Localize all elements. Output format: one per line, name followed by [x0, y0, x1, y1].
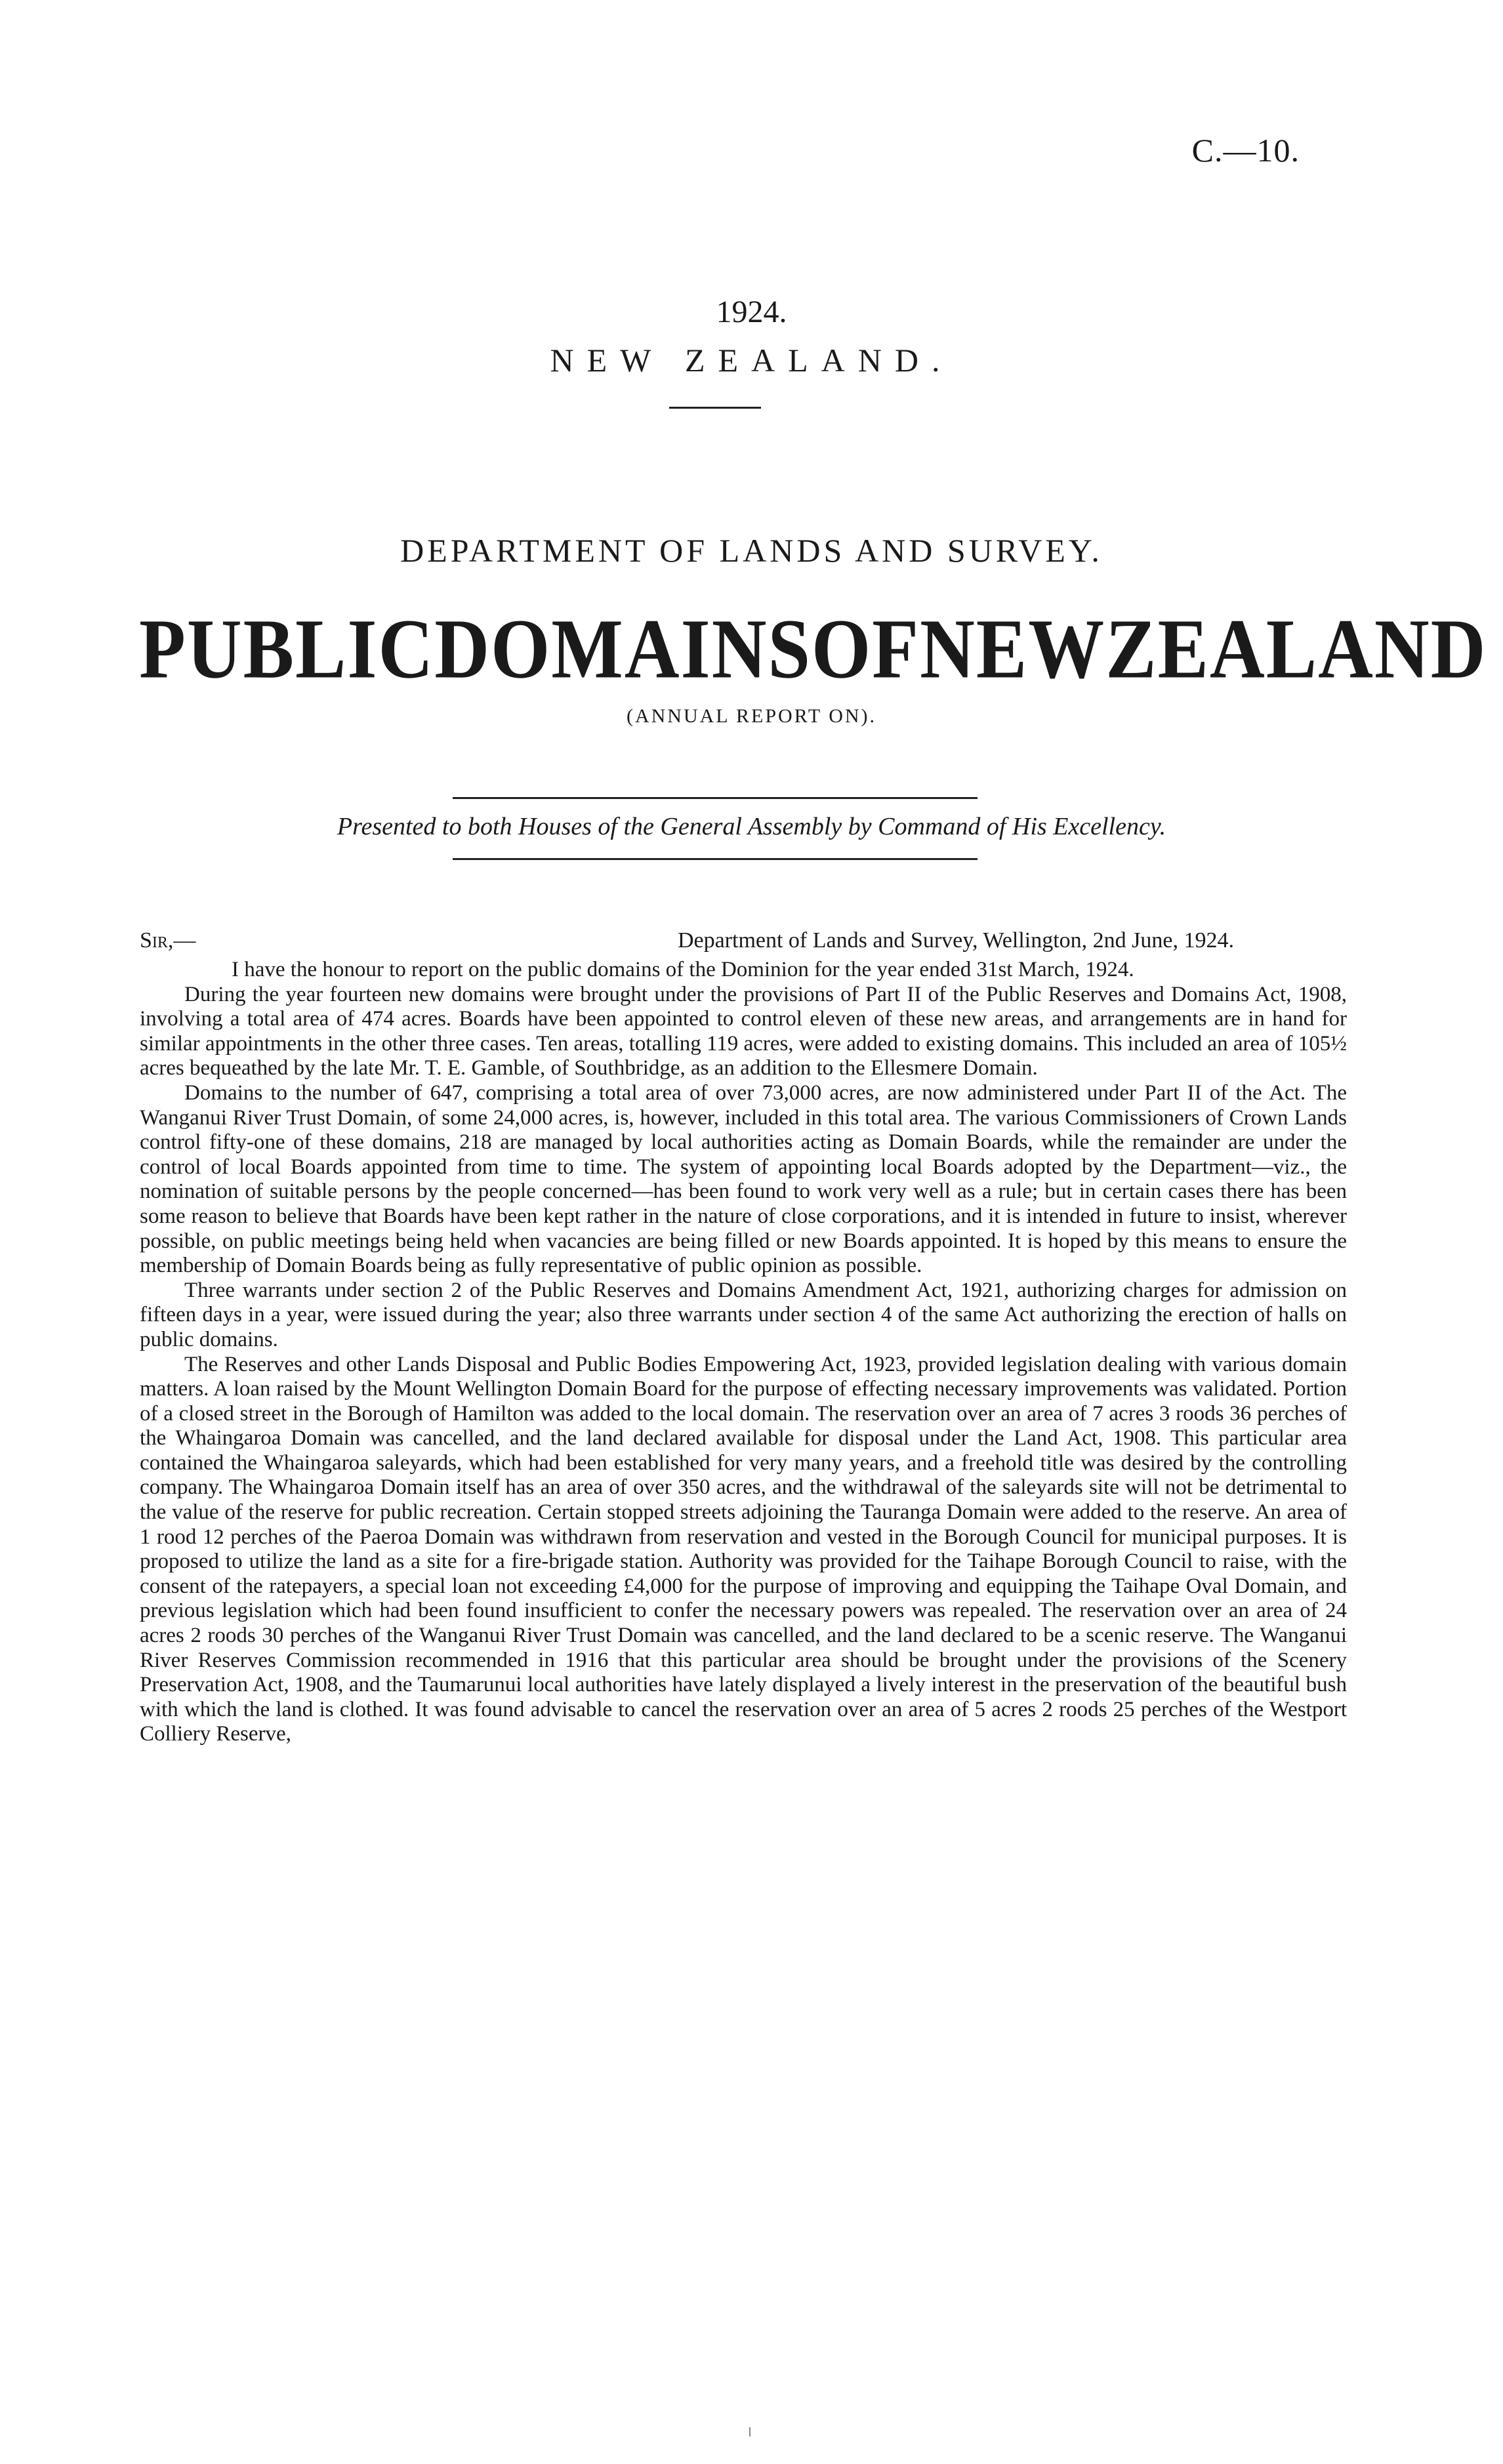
letter-salutation: Sir,—: [140, 928, 196, 953]
report-title: [139, 602, 1487, 697]
page-mark: [749, 2427, 751, 2436]
rule-above-presented: [453, 797, 978, 799]
body-paragraph: I have the honour to report on the public domains of the Dominion for the year ended 31st March, 1924.: [232, 958, 1134, 981]
body-paragraph: During the year fourteen new domains were brought under the provisions of Part II of the Public Reserves and Domains Act, 1908, involving a total area of 474 acres. Boards have been appointed to control eleven of these new areas, and arrangements are in hand for similar appointments in the other three cases. Ten areas, totalling 119 acres, were added to existing domains. This included an area of 105½ acres bequeathed by the late Mr. T. E. Gamble, of Southbridge, as an addition to the Ellesmere Domain.: [140, 982, 1347, 1080]
rule-under-country: [669, 407, 761, 409]
title-word: ZEALAND: [1105, 602, 1487, 697]
letter-body: [140, 958, 1347, 1747]
body-paragraph: The Reserves and other Lands Disposal and Public Bodies Empowering Act, 1923, provided legislation dealing with various domain matters. A loan raised by the Mount Wellington Domain Board for the purpose of effecting necessary improvements was validated. Portion of a closed street in the Borough of Hamilton was added to the local domain. The reservation over an area of 7 acres 3 roods 36 perches of the Whaingaroa Domain was cancelled, and the land declared available for disposal under the Land Act, 1908. This particular area contained the Whaingaroa saleyards, which had been established for very many years, and a freehold title was desired by the controlling company. The Whaingaroa Domain itself has an area of over 350 acres, and the withdrawal of the saleyards site will not be detrimental to the value of the reserve for public recreation. Certain stopped streets adjoining the Tauranga Domain were added to the reserve. An area of 1 rood 12 perches of the Paeroa Domain was withdrawn from reservation and vested in the Borough Council for municipal purposes. It is proposed to utilize the land as a site for a fire-brigade station. Authority was provided for the Taihape Borough Council to raise, with the consent of the ratepayers, a special loan not exceeding £4,000 for the purpose of improving and equipping the Taihape Oval Domain, and previous legislation which had been found insufficient to confer the necessary powers was repealed. The reservation over an area of 24 acres 2 roods 30 perches of the Wanganui River Trust Domain was cancelled, and the land declared to be a scenic reserve. The Wanganui River Reserves Commission recommended in 1916 that this particular area should be brought under the provisions of the Scenery Preservation Act, 1908, and the Taumarunui local authorities have lately displayed a lively interest in the preservation of the beautiful bush with which the land is clothed. It was found advisable to cancel the reservation over an area of 5 acres 2 roods 25 perches of the Westport Colliery Reserve,: [140, 1352, 1347, 1746]
presented-line: Presented to both Houses of the General Assembly by Command of His Excellency.: [337, 813, 1166, 840]
title-word: DOMAINS: [434, 602, 812, 697]
rule-below-presented: [453, 858, 978, 860]
title-word: OF: [811, 602, 920, 697]
report-subtitle: (ANNUAL REPORT ON).: [626, 705, 877, 727]
title-word: NEW: [920, 602, 1106, 697]
body-paragraph: Domains to the number of 647, comprising a total area of over 73,000 acres, are now administered under Part II of the Act. The Wanganui River Trust Domain, of some 24,000 acres, is, however, included in this total area. The various Commissioners of Crown Lands control fifty-one of these domains, 218 are managed by local authorities acting as Domain Boards, while the remainder are under the control of local Boards appointed from time to time. The system of appointing local Boards adopted by the Department—viz., the nomination of suitable persons by the people concerned—has been found to work very well as a rule; but in certain cases there has been some reason to believe that Boards have been kept rather in the nature of close corporations, and it is intended in future to insist, wherever possible, on public meetings being held when vacancies are being filled or new Boards appointed. It is hoped by this means to ensure the membership of Domain Boards being as fully representative of public opinion as possible.: [140, 1080, 1347, 1278]
report-year: 1924.: [716, 295, 787, 329]
country-heading: NEW ZEALAND.: [550, 342, 953, 379]
letter-dateline: Department of Lands and Survey, Wellington, 2nd June, 1924.: [677, 928, 1234, 953]
title-word: PUBLIC: [139, 602, 435, 697]
document-code: C.—10.: [1191, 132, 1300, 169]
body-paragraph: Three warrants under section 2 of the Public Reserves and Domains Amendment Act, 1921, authorizing charges for admission on fifteen days in a year, were issued during the year; also three warrants under section 4 of the same Act authorizing the erection of halls on public domains.: [140, 1278, 1347, 1351]
department-heading: DEPARTMENT OF LANDS AND SURVEY.: [400, 532, 1103, 569]
